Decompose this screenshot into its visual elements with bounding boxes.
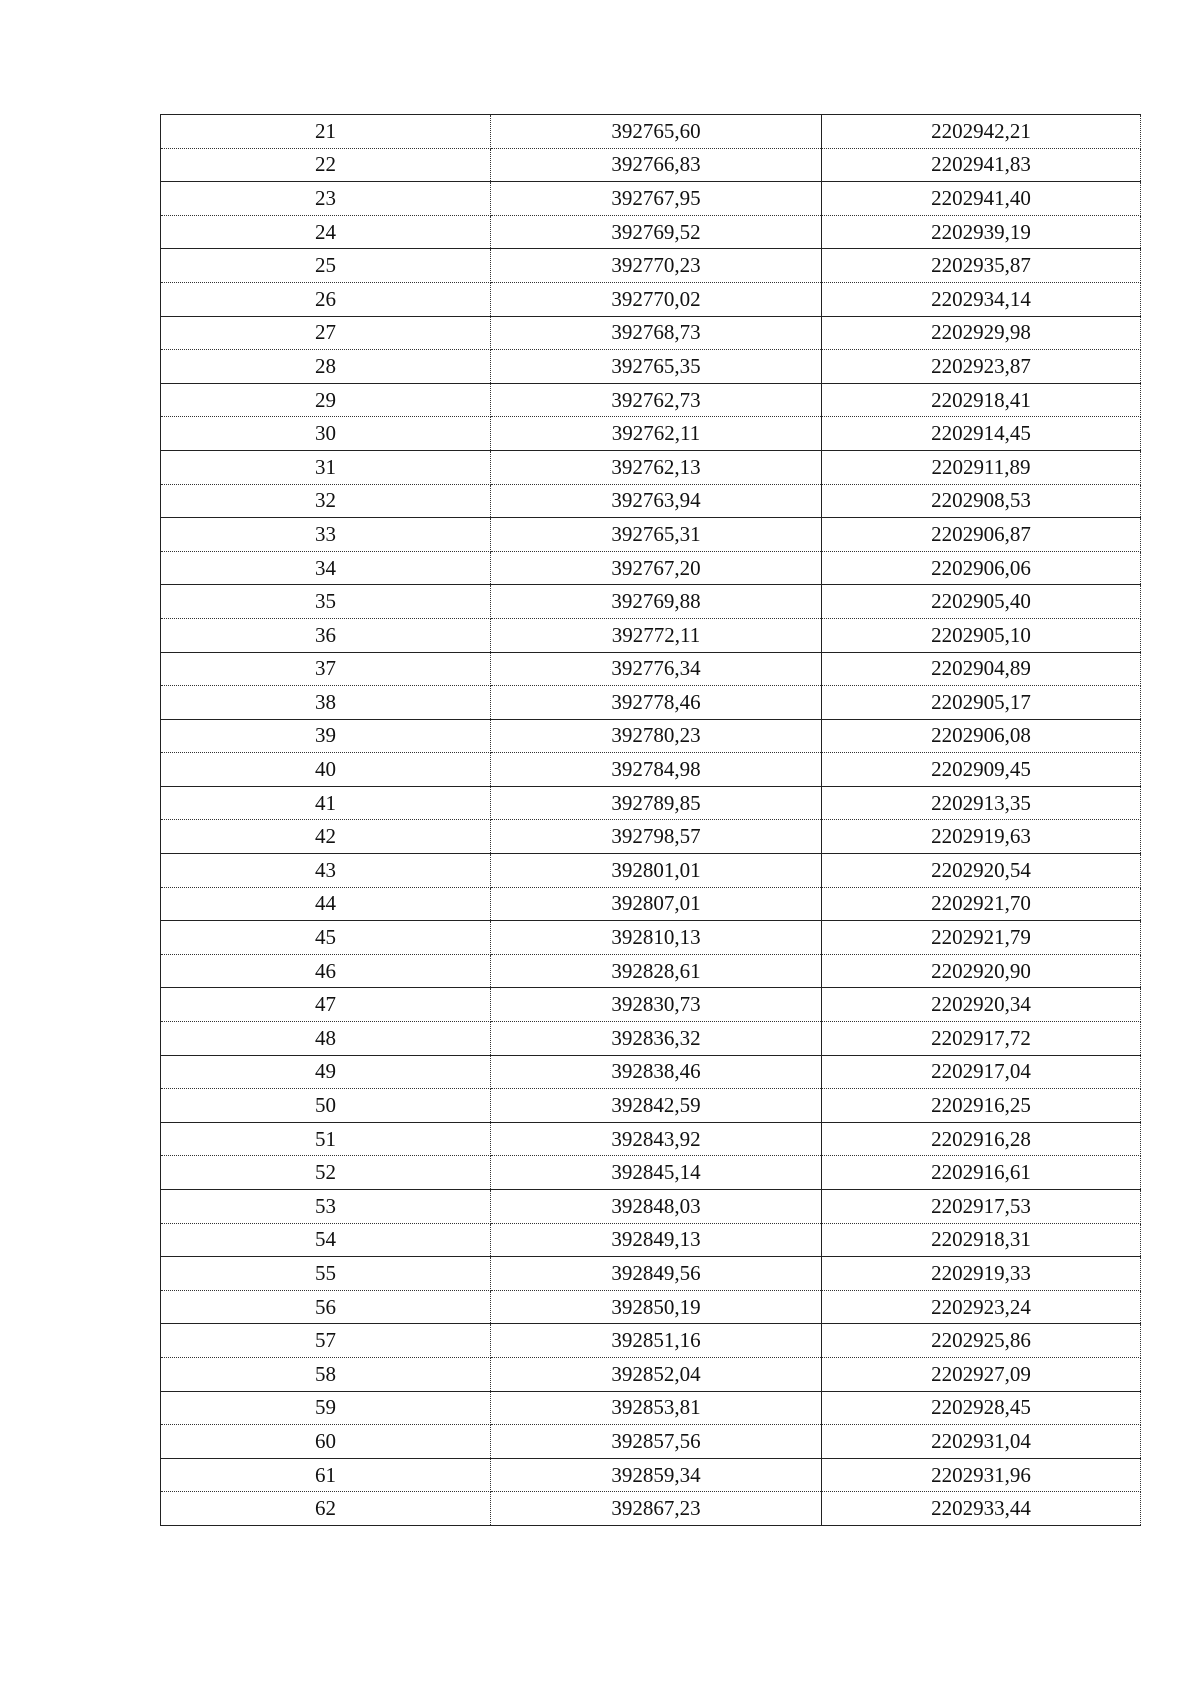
y-coordinate-cell: 2202906,06 — [822, 551, 1141, 585]
table-row — [161, 1492, 1141, 1526]
x-coordinate-cell: 392765,35 — [491, 350, 822, 384]
x-coordinate-cell: 392849,13 — [491, 1223, 822, 1257]
table-row — [161, 350, 1141, 384]
table-row — [161, 249, 1141, 283]
table-row — [161, 1055, 1141, 1089]
table-row — [161, 1324, 1141, 1358]
table-row — [161, 719, 1141, 753]
y-coordinate-cell: 2202920,54 — [822, 854, 1141, 888]
table-row — [161, 1156, 1141, 1190]
y-coordinate-cell: 2202916,61 — [822, 1156, 1141, 1190]
point-number-cell: 46 — [161, 954, 491, 988]
x-coordinate-cell: 392770,23 — [491, 249, 822, 283]
x-coordinate-cell: 392836,32 — [491, 1022, 822, 1056]
table-row — [161, 182, 1141, 216]
x-coordinate-cell: 392767,20 — [491, 551, 822, 585]
y-coordinate-cell: 2202921,79 — [822, 921, 1141, 955]
x-coordinate-cell: 392762,13 — [491, 450, 822, 484]
point-number-cell: 58 — [161, 1357, 491, 1391]
x-coordinate-cell: 392765,60 — [491, 115, 822, 149]
table-row — [161, 1357, 1141, 1391]
x-coordinate-cell: 392780,23 — [491, 719, 822, 753]
y-coordinate-cell: 2202917,53 — [822, 1190, 1141, 1224]
table-row — [161, 1425, 1141, 1459]
point-number-cell: 55 — [161, 1257, 491, 1291]
x-coordinate-cell: 392766,83 — [491, 148, 822, 182]
y-coordinate-cell: 2202934,14 — [822, 282, 1141, 316]
point-number-cell: 56 — [161, 1290, 491, 1324]
point-number-cell: 62 — [161, 1492, 491, 1526]
y-coordinate-cell: 2202931,96 — [822, 1458, 1141, 1492]
point-number-cell: 22 — [161, 148, 491, 182]
y-coordinate-cell: 2202925,86 — [822, 1324, 1141, 1358]
y-coordinate-cell: 2202941,83 — [822, 148, 1141, 182]
table-row — [161, 383, 1141, 417]
table-row — [161, 316, 1141, 350]
x-coordinate-cell: 392867,23 — [491, 1492, 822, 1526]
point-number-cell: 27 — [161, 316, 491, 350]
table-row — [161, 786, 1141, 820]
x-coordinate-cell: 392857,56 — [491, 1425, 822, 1459]
x-coordinate-cell: 392849,56 — [491, 1257, 822, 1291]
x-coordinate-cell: 392763,94 — [491, 484, 822, 518]
x-coordinate-cell: 392767,95 — [491, 182, 822, 216]
x-coordinate-cell: 392776,34 — [491, 652, 822, 686]
table-row — [161, 854, 1141, 888]
table-row — [161, 585, 1141, 619]
x-coordinate-cell: 392859,34 — [491, 1458, 822, 1492]
point-number-cell: 42 — [161, 820, 491, 854]
coordinates-table — [160, 114, 1141, 1526]
table-row — [161, 988, 1141, 1022]
point-number-cell: 23 — [161, 182, 491, 216]
point-number-cell: 26 — [161, 282, 491, 316]
y-coordinate-cell: 2202917,72 — [822, 1022, 1141, 1056]
y-coordinate-cell: 2202920,90 — [822, 954, 1141, 988]
point-number-cell: 45 — [161, 921, 491, 955]
point-number-cell: 52 — [161, 1156, 491, 1190]
table-row — [161, 215, 1141, 249]
point-number-cell: 38 — [161, 686, 491, 720]
table-row — [161, 921, 1141, 955]
y-coordinate-cell: 2202905,10 — [822, 618, 1141, 652]
table-row — [161, 686, 1141, 720]
x-coordinate-cell: 392845,14 — [491, 1156, 822, 1190]
table-row — [161, 618, 1141, 652]
y-coordinate-cell: 2202918,41 — [822, 383, 1141, 417]
x-coordinate-cell: 392762,73 — [491, 383, 822, 417]
x-coordinate-cell: 392778,46 — [491, 686, 822, 720]
point-number-cell: 28 — [161, 350, 491, 384]
y-coordinate-cell: 2202913,35 — [822, 786, 1141, 820]
y-coordinate-cell: 2202939,19 — [822, 215, 1141, 249]
point-number-cell: 50 — [161, 1089, 491, 1123]
point-number-cell: 53 — [161, 1190, 491, 1224]
y-coordinate-cell: 2202923,87 — [822, 350, 1141, 384]
point-number-cell: 31 — [161, 450, 491, 484]
x-coordinate-cell: 392762,11 — [491, 417, 822, 451]
x-coordinate-cell: 392769,52 — [491, 215, 822, 249]
x-coordinate-cell: 392850,19 — [491, 1290, 822, 1324]
point-number-cell: 48 — [161, 1022, 491, 1056]
y-coordinate-cell: 2202917,04 — [822, 1055, 1141, 1089]
y-coordinate-cell: 2202916,25 — [822, 1089, 1141, 1123]
table-row — [161, 753, 1141, 787]
table-row — [161, 820, 1141, 854]
y-coordinate-cell: 2202906,87 — [822, 518, 1141, 552]
table-row — [161, 484, 1141, 518]
table-row — [161, 450, 1141, 484]
y-coordinate-cell: 2202905,40 — [822, 585, 1141, 619]
y-coordinate-cell: 2202919,33 — [822, 1257, 1141, 1291]
y-coordinate-cell: 2202928,45 — [822, 1391, 1141, 1425]
table-row — [161, 954, 1141, 988]
point-number-cell: 24 — [161, 215, 491, 249]
point-number-cell: 25 — [161, 249, 491, 283]
table-row — [161, 115, 1141, 149]
point-number-cell: 44 — [161, 887, 491, 921]
table-row — [161, 1122, 1141, 1156]
x-coordinate-cell: 392801,01 — [491, 854, 822, 888]
point-number-cell: 30 — [161, 417, 491, 451]
table-row — [161, 518, 1141, 552]
table-row — [161, 1089, 1141, 1123]
point-number-cell: 34 — [161, 551, 491, 585]
y-coordinate-cell: 2202908,53 — [822, 484, 1141, 518]
x-coordinate-cell: 392830,73 — [491, 988, 822, 1022]
table-row — [161, 1458, 1141, 1492]
table-row — [161, 887, 1141, 921]
point-number-cell: 49 — [161, 1055, 491, 1089]
table-row — [161, 282, 1141, 316]
point-number-cell: 51 — [161, 1122, 491, 1156]
point-number-cell: 54 — [161, 1223, 491, 1257]
point-number-cell: 59 — [161, 1391, 491, 1425]
table-row — [161, 1223, 1141, 1257]
y-coordinate-cell: 2202909,45 — [822, 753, 1141, 787]
point-number-cell: 40 — [161, 753, 491, 787]
y-coordinate-cell: 2202921,70 — [822, 887, 1141, 921]
table-row — [161, 551, 1141, 585]
y-coordinate-cell: 2202941,40 — [822, 182, 1141, 216]
x-coordinate-cell: 392784,98 — [491, 753, 822, 787]
table-row — [161, 1190, 1141, 1224]
table-row — [161, 1290, 1141, 1324]
x-coordinate-cell: 392807,01 — [491, 887, 822, 921]
coordinates-table-body — [161, 115, 1141, 1526]
y-coordinate-cell: 2202906,08 — [822, 719, 1141, 753]
x-coordinate-cell: 392851,16 — [491, 1324, 822, 1358]
x-coordinate-cell: 392838,46 — [491, 1055, 822, 1089]
x-coordinate-cell: 392852,04 — [491, 1357, 822, 1391]
x-coordinate-cell: 392768,73 — [491, 316, 822, 350]
table-row — [161, 148, 1141, 182]
y-coordinate-cell: 2202933,44 — [822, 1492, 1141, 1526]
y-coordinate-cell: 2202904,89 — [822, 652, 1141, 686]
point-number-cell: 35 — [161, 585, 491, 619]
y-coordinate-cell: 2202914,45 — [822, 417, 1141, 451]
point-number-cell: 60 — [161, 1425, 491, 1459]
point-number-cell: 33 — [161, 518, 491, 552]
point-number-cell: 41 — [161, 786, 491, 820]
x-coordinate-cell: 392770,02 — [491, 282, 822, 316]
y-coordinate-cell: 2202923,24 — [822, 1290, 1141, 1324]
y-coordinate-cell: 2202942,21 — [822, 115, 1141, 149]
point-number-cell: 47 — [161, 988, 491, 1022]
y-coordinate-cell: 2202919,63 — [822, 820, 1141, 854]
x-coordinate-cell: 392842,59 — [491, 1089, 822, 1123]
x-coordinate-cell: 392769,88 — [491, 585, 822, 619]
x-coordinate-cell: 392810,13 — [491, 921, 822, 955]
point-number-cell: 32 — [161, 484, 491, 518]
y-coordinate-cell: 2202916,28 — [822, 1122, 1141, 1156]
table-row — [161, 652, 1141, 686]
table-row — [161, 1257, 1141, 1291]
point-number-cell: 36 — [161, 618, 491, 652]
point-number-cell: 61 — [161, 1458, 491, 1492]
point-number-cell: 21 — [161, 115, 491, 149]
x-coordinate-cell: 392843,92 — [491, 1122, 822, 1156]
x-coordinate-cell: 392798,57 — [491, 820, 822, 854]
x-coordinate-cell: 392765,31 — [491, 518, 822, 552]
y-coordinate-cell: 2202920,34 — [822, 988, 1141, 1022]
y-coordinate-cell: 2202927,09 — [822, 1357, 1141, 1391]
y-coordinate-cell: 2202918,31 — [822, 1223, 1141, 1257]
x-coordinate-cell: 392828,61 — [491, 954, 822, 988]
y-coordinate-cell: 2202911,89 — [822, 450, 1141, 484]
table-row — [161, 417, 1141, 451]
y-coordinate-cell: 2202905,17 — [822, 686, 1141, 720]
x-coordinate-cell: 392848,03 — [491, 1190, 822, 1224]
table-row — [161, 1022, 1141, 1056]
y-coordinate-cell: 2202931,04 — [822, 1425, 1141, 1459]
y-coordinate-cell: 2202929,98 — [822, 316, 1141, 350]
point-number-cell: 29 — [161, 383, 491, 417]
point-number-cell: 39 — [161, 719, 491, 753]
point-number-cell: 43 — [161, 854, 491, 888]
point-number-cell: 57 — [161, 1324, 491, 1358]
x-coordinate-cell: 392853,81 — [491, 1391, 822, 1425]
x-coordinate-cell: 392789,85 — [491, 786, 822, 820]
point-number-cell: 37 — [161, 652, 491, 686]
x-coordinate-cell: 392772,11 — [491, 618, 822, 652]
table-row — [161, 1391, 1141, 1425]
y-coordinate-cell: 2202935,87 — [822, 249, 1141, 283]
